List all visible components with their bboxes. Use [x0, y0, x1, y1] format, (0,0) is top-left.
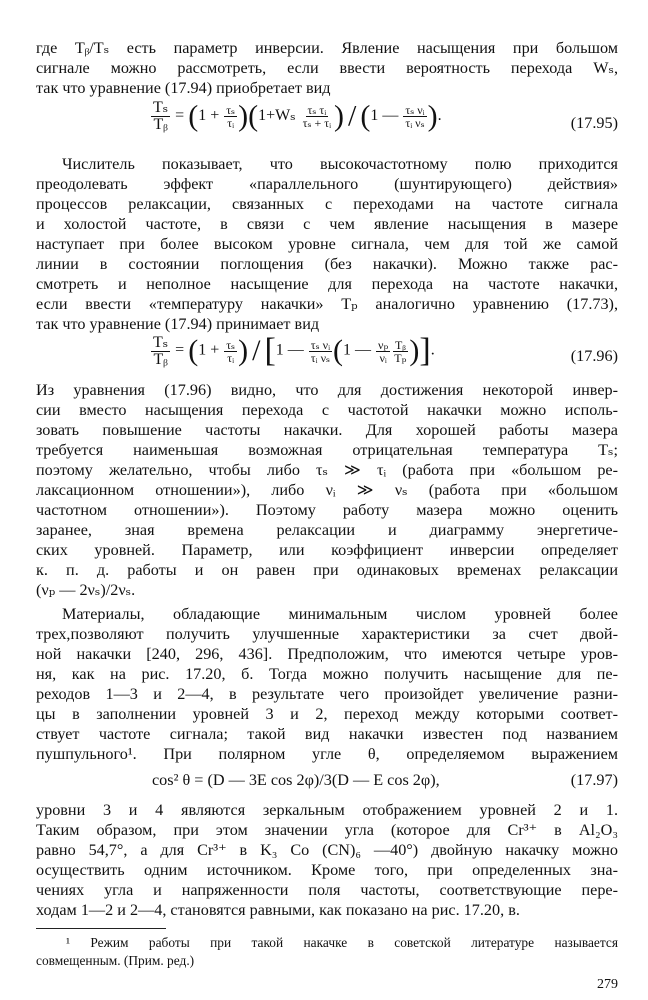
text-line: ной накачки [240, 296, 436]. Предположим, что имеются четыре уров-	[36, 645, 618, 663]
eq95-t2-one: 1+Wₛ	[258, 107, 296, 125]
text-line: Числитель показывает, что высокочастотному полю приходится	[62, 155, 618, 173]
text-line: пушпульного¹. При полярном угле θ, определяемом выражением	[36, 745, 618, 763]
eq96-t3-num1: νₚ	[378, 337, 389, 352]
eq96-equals: =	[175, 341, 185, 359]
text-line: где Tᵦ/Tₛ есть параметр инверсии. Явление насыщения при большом	[36, 39, 618, 57]
eq96-t1-den: τᵢ	[227, 350, 235, 365]
footnote-line: ¹ Режим работы при такой накачке в советской литературе называется	[66, 935, 618, 950]
eq95-equals: =	[175, 107, 185, 125]
text-line: ствует частоте сигнала; такой вид накачки известен под названием	[36, 725, 618, 743]
text-line: ходам 1—2 и 2—4, становятся равными, как показано на рис. 17.20, в.	[36, 901, 520, 919]
eq95-t1-den: τᵢ	[227, 116, 235, 130]
text-line: к. п. д. работы и он равен при одинаковых временах релаксации	[36, 561, 618, 579]
text-line: лаксационном отношении»), либо νᵢ ≫ νₛ (работа при «большом	[36, 481, 618, 499]
text-line: сигнале можно рассмотреть, если ввести вероятность перехода Wₛ,	[36, 59, 618, 77]
equation-17-96: $\frac{\text{Tₛ}}{\text{Tᵦ}}$ = (1 + $\frac{\text{τₛ}}{\text{τᵢ}}$ ) / [1 — $\frac{\text{τₛ νᵢ}}{\text{τᵢ νₛ}}$ (1 — $\frac{\text{νₚ}}{\text{νᵢ}}$ $\frac{\text{Tᵦ}}{\text{Tₚ}}$ )].	[153, 332, 435, 369]
text-line: преодолевать эффект «параллельного (шунтирующего) действия»	[36, 175, 618, 193]
footnote-rule	[36, 928, 166, 929]
text-line: так что уравнение (17.94) принимает вид	[36, 315, 320, 333]
footnote-line: совмещенным. (Прим. ред.)	[36, 953, 195, 968]
eq96-t1-num: τₛ	[226, 337, 236, 352]
text-line: заранее, зная времена релаксации и диаграмму энергетиче-	[36, 521, 618, 539]
text-line: Таким образом, при этом значении угла (которое для Cr³⁺ в Al₂O₃	[36, 821, 618, 839]
eq96-lhs-den: Tᵦ	[153, 350, 168, 368]
text-line: наступает при более высоком уровне сигнала, чем для той же самой	[36, 235, 618, 253]
text-line: и холостой частоте, в связи с чем явление насыщения в мазере	[36, 215, 618, 233]
text-line: зовать повышение частоты накачки. Для хорошей работы мазера	[36, 421, 618, 439]
eq95-t1-num: τₛ	[226, 103, 236, 117]
eq95-t3-den: τᵢ νₛ	[405, 116, 425, 130]
page-number: 279	[597, 977, 618, 992]
equation-number: (17.97)	[570, 771, 618, 789]
eq96-t3-den2: Tₚ	[394, 350, 407, 365]
text-line: цы в заполнении уровней 3 и 2, переход между которыми соответ-	[36, 705, 618, 723]
eq95-t2-den: τₛ + τᵢ	[302, 116, 332, 130]
text-line: Из уравнения (17.96) видно, что для достижения некоторой инвер-	[36, 381, 618, 399]
text-line: ня, как на рис. 17.20, б. Тогда можно получить насыщение для пе-	[36, 665, 618, 683]
eq96-lhs-num: Tₛ	[153, 333, 169, 351]
eq95-t3-one: 1 —	[370, 107, 399, 125]
eq95-lhs-den: Tᵦ	[153, 116, 168, 133]
eq96-t2-one: 1 —	[275, 341, 304, 359]
eq96-t3-one: 1 —	[343, 341, 372, 359]
eq95-t3-num: τₛ νᵢ	[405, 103, 425, 117]
text-line: ских уровней. Параметр, или коэффициент инверсии определяет	[36, 541, 618, 559]
text-line: так что уравнение (17.94) приобретает вид	[36, 79, 331, 97]
text-line: линии в состоянии поглощения (без накачки). Можно также рас-	[36, 255, 618, 273]
eq95-lhs-num: Tₛ	[153, 99, 169, 116]
eq95-t2-num: τₛ τᵢ	[307, 103, 327, 117]
text-line: осуществить одним источником. Кроме того, при определенных зна-	[36, 861, 618, 879]
text-line: (νₚ — 2νₛ)/2νₛ.	[36, 581, 136, 599]
eq96-t1-one: 1 +	[198, 341, 220, 359]
equation-number: (17.96)	[570, 347, 618, 365]
text-line: поэтому желательно, чтобы либо τₛ ≫ τᵢ (работа при «большом ре-	[36, 461, 618, 479]
eq96-t3-den1: νᵢ	[379, 350, 387, 365]
equation-17-97: cos² θ = (D — 3E cos 2φ)/3(D — E cos 2φ),	[152, 771, 440, 789]
eq96-t3-num2: Tᵦ	[394, 337, 406, 352]
text-line: требуется наименьшая возможная отрицательная температура Tₛ;	[36, 441, 618, 459]
text-line: если ввести «температуру накачки» Tₚ аналогично уравнению (17.73),	[36, 295, 618, 313]
eq96-t2-den: τᵢ νₛ	[310, 350, 331, 365]
text-line: равно 54,7°, а для Cr³⁺ в K₃ Co (CN)₆ —40°) двойную накачку можно	[36, 841, 618, 859]
equation-17-95: $\frac{\text{Tₛ}}{\text{Tᵦ}}$ = (1 + $\frac{\text{τₛ}}{\text{τᵢ}}$ )(1+Wₛ $\frac{\text{τₛ τᵢ}}{\text{τₛ + τᵢ}}$ ) / (1 — $\frac{\text{τₛ νᵢ}}{\text{τᵢ νₛ}}$ ).	[153, 99, 442, 133]
text-line: реходов 1—3 и 2—4, в результате чего произойдет увеличение разни-	[36, 685, 618, 703]
eq96-t2-num: τₛ νᵢ	[310, 337, 331, 352]
text-line: уровни 3 и 4 являются зеркальным отображением уровней 2 и 1.	[36, 801, 618, 819]
text-line: трех,позволяют получить улучшенные характеристики за счет двой-	[36, 625, 618, 643]
text-line: процессов релаксации, связанных с переходами на частоте сигнала	[36, 195, 618, 213]
eq95-t1-one: 1 +	[198, 107, 220, 125]
text-line: чениях угла и напряженности поля частоты, соответствующие пере-	[36, 881, 618, 899]
text-line: сии вместо насыщения перехода с частотой накачки можно исполь-	[36, 401, 618, 419]
text-line: Материалы, обладающие минимальным числом уровней более	[62, 605, 618, 623]
equation-number: (17.95)	[570, 114, 618, 132]
text-line: частотном отношении»). Поэтому работу мазера можно оценить	[36, 501, 618, 519]
text-line: смотреть и неполное насыщение для перехода на частоте накачки,	[36, 275, 618, 293]
